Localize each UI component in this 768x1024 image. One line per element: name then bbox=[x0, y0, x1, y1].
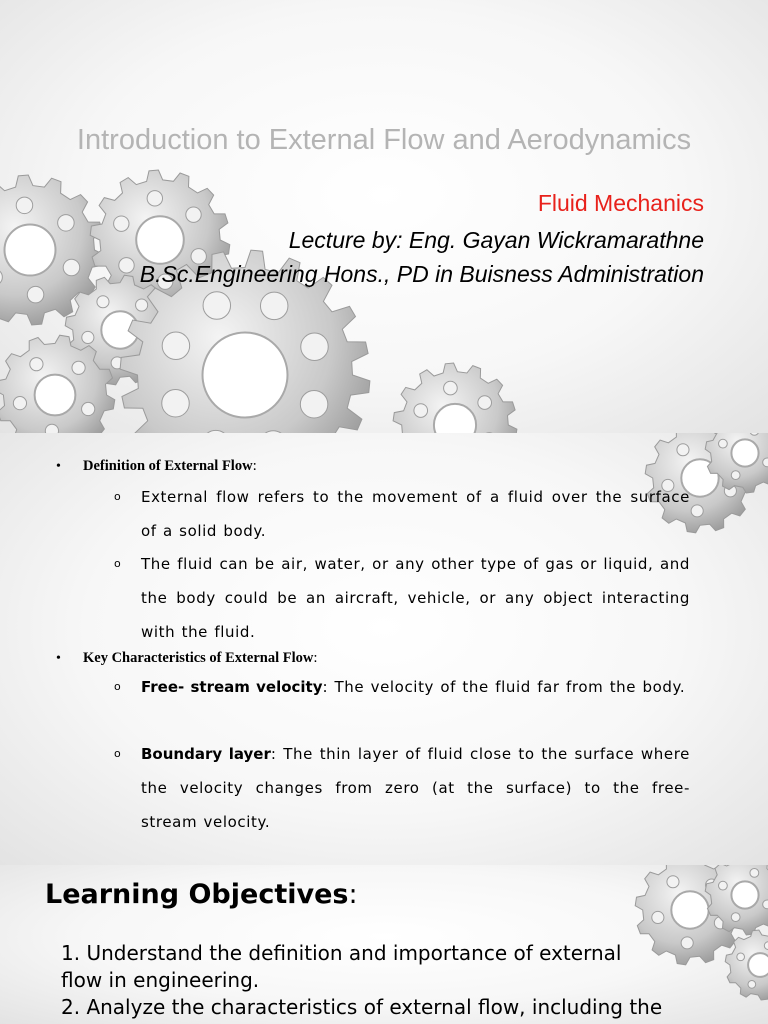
objective-line: 2. Analyze the characteristics of external flow, including the bbox=[61, 995, 663, 1019]
bullet-heading-characteristics: • Key Characteristics of External Flow: bbox=[56, 650, 318, 666]
sub-bullet-item: o External flow refers to the movement of a fluid over the surface of a solid body. bbox=[114, 480, 690, 548]
course-name: Fluid Mechanics bbox=[537, 190, 704, 216]
bullet-icon: • bbox=[56, 651, 61, 666]
content-slide bbox=[0, 433, 768, 865]
gear-icon bbox=[393, 363, 517, 433]
sub-bullet-icon: o bbox=[114, 490, 121, 503]
sub-bullet-item: o Free- stream velocity: The velocity of the fluid far from the body. bbox=[114, 670, 690, 704]
objective-line: flow in engineering. bbox=[61, 968, 260, 992]
bullet-icon: • bbox=[56, 459, 61, 474]
objectives-slide bbox=[0, 865, 768, 1024]
sub-bullet-icon: o bbox=[114, 557, 121, 570]
title-slide bbox=[0, 0, 768, 433]
objective-line: 1. Understand the definition and importance of external bbox=[61, 941, 622, 965]
lecturer-name: Lecture by: Eng. Gayan Wickramarathne bbox=[288, 227, 704, 253]
sub-bullet-icon: o bbox=[114, 680, 121, 693]
sub-bullet-item: o Boundary layer: The thin layer of fluid close to the surface where the velocity changes from zero (at the surface) to the free- stream velocity. bbox=[114, 737, 690, 839]
slide-title: Introduction to External Flow and Aerodynamics bbox=[76, 124, 692, 156]
sub-bullet-icon: o bbox=[114, 747, 121, 760]
sub-bullet-item: o The fluid can be air, water, or any other type of gas or liquid, and the body could be an aircraft, vehicle, or any object interacting with the fluid. bbox=[114, 547, 690, 649]
lecturer-credentials: B.Sc.Engineering Hons., PD in Buisness Administration bbox=[139, 261, 704, 287]
bullet-heading-definition: • Definition of External Flow: bbox=[56, 458, 257, 474]
learning-objectives-title: Learning Objectives: bbox=[45, 879, 358, 910]
